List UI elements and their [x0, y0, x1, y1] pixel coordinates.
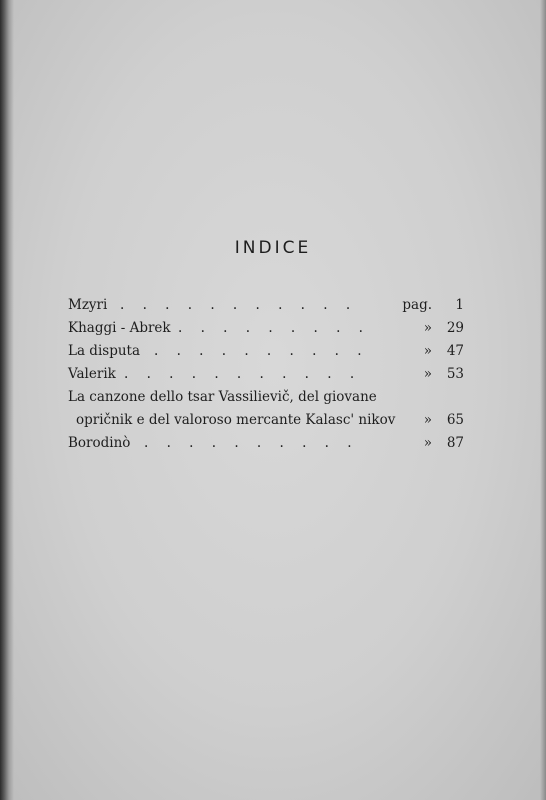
page-prefix: » [423, 343, 432, 359]
page-number: 53 [446, 366, 464, 382]
page-prefix: » [423, 435, 432, 451]
toc-entry-la-disputa[interactable] [68, 340, 464, 363]
page-number: 87 [446, 435, 464, 451]
dot-leader: . . . . . . . . . . [154, 343, 369, 359]
table-of-contents [68, 294, 464, 455]
toc-entry-valerik[interactable] [68, 363, 464, 386]
toc-entry-la-canzone[interactable] [68, 386, 464, 432]
toc-entry-title: Borodinò [68, 435, 131, 451]
page-number: 29 [446, 320, 464, 336]
index-heading: INDICE [234, 238, 312, 258]
toc-entry-borodino[interactable] [68, 432, 464, 455]
toc-entry-khaggi-abrek[interactable] [68, 317, 464, 340]
toc-entry-title: Valerik [68, 366, 116, 382]
dot-leader: . . . . . . . . . . . [124, 366, 362, 382]
dot-leader: . . . . . . . . . . . [120, 297, 358, 313]
toc-entry-title: La canzone dello tsar Vassilievič, del giovane [68, 389, 377, 405]
toc-entry-title-continued: opričnik e del valoroso mercante Kalasc' nikov [76, 412, 396, 428]
dot-leader: . . . . . . . . . [178, 320, 370, 336]
page-prefix: pag. [402, 297, 432, 313]
toc-entry-mzyri[interactable] [68, 294, 464, 317]
page-prefix: » [423, 412, 432, 428]
toc-entry-title: Khaggi - Abrek [68, 320, 171, 336]
page-prefix: » [423, 366, 432, 382]
toc-entry-title: La disputa [68, 343, 141, 359]
dot-leader: . . . . . . . . . . [144, 435, 359, 451]
toc-entry-title: Mzyri [68, 297, 108, 313]
page-number: 65 [446, 412, 464, 428]
page-prefix: » [423, 320, 432, 336]
page-number: 1 [455, 297, 464, 313]
page-number: 47 [446, 343, 464, 359]
